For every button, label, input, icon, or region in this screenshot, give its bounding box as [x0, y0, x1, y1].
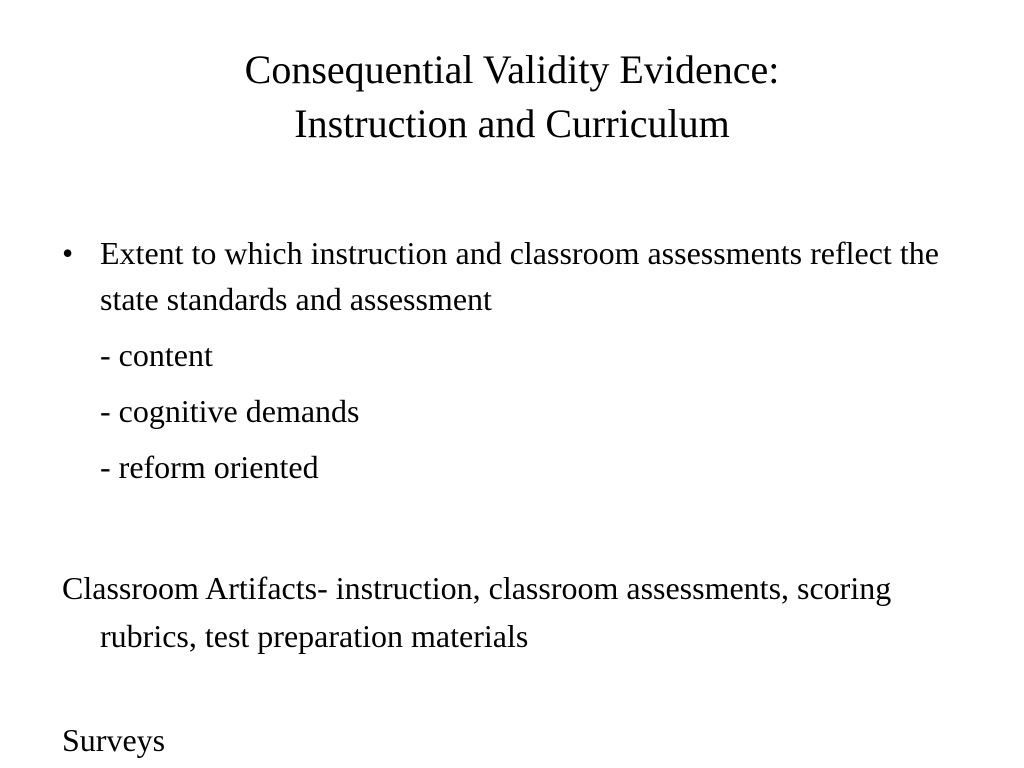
- bullet-text: Extent to which instruction and classroom assessments reflect the state standards and assessment: [100, 235, 939, 317]
- bullet-dot-icon: •: [62, 235, 74, 271]
- bullet-item: [62, 230, 982, 322]
- sub-item-cognitive-demands: - cognitive demands: [100, 393, 360, 429]
- sub-item-content: - content: [100, 337, 213, 373]
- slide-title: [0, 43, 1024, 151]
- surveys-paragraph: Surveys: [62, 722, 166, 758]
- title-line-2: Instruction and Curriculum: [294, 101, 730, 146]
- classroom-artifacts-paragraph: Classroom Artifacts- instruction, classroom assessments, scoring rubrics, test preparation materials: [62, 570, 892, 654]
- title-line-1: Consequential Validity Evidence:: [244, 47, 780, 92]
- sub-item-reform-oriented: - reform oriented: [100, 449, 319, 485]
- bullet-block: [62, 230, 982, 490]
